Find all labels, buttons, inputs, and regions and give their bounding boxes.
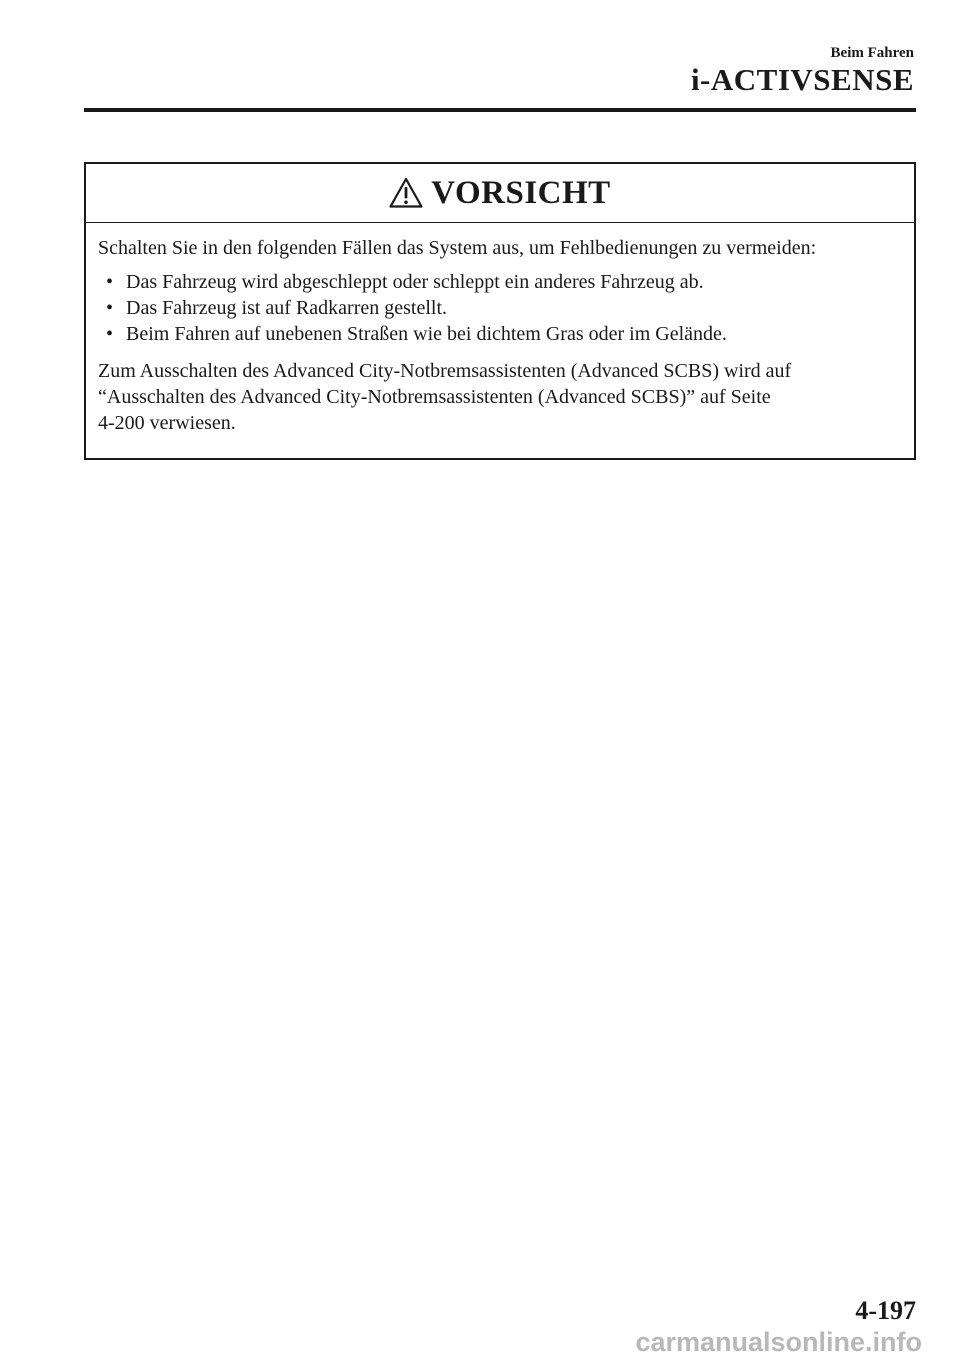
watermark: carmanualsonline.info	[635, 1327, 922, 1357]
warning-triangle-icon	[389, 177, 423, 209]
bullet-dot: •	[106, 271, 114, 293]
caution-title: VORSICHT	[431, 174, 611, 211]
closing-line: Zum Ausschalten des Advanced City-Notbremsassistenten (Advanced SCBS) wird auf	[98, 360, 792, 382]
header-rule	[84, 108, 916, 112]
closing-line: 4-200 verwiesen.	[98, 412, 236, 434]
page-number: 4-197	[855, 1296, 916, 1325]
caution-header	[86, 164, 914, 223]
list-item-text: Beim Fahren auf unebenen Straßen wie bei dichtem Gras oder im Gelände.	[126, 323, 727, 345]
list-item	[98, 295, 902, 321]
caution-box	[84, 162, 916, 460]
caution-body	[86, 223, 914, 436]
chapter-title: i-ACTIVSENSE	[690, 62, 914, 97]
list-item	[98, 269, 902, 295]
caution-closing	[98, 358, 902, 436]
list-item	[98, 321, 902, 347]
list-item-text: Das Fahrzeug ist auf Radkarren gestellt.	[126, 297, 448, 319]
caution-bullet-list	[98, 269, 902, 347]
page-header	[691, 44, 914, 97]
bullet-dot: •	[106, 323, 114, 345]
bullet-dot: •	[106, 297, 114, 319]
caution-intro: Schalten Sie in den folgenden Fällen das System aus, um Fehlbedienungen zu vermeiden:	[98, 237, 817, 259]
section-label: Beim Fahren	[830, 45, 914, 61]
closing-line: “Ausschalten des Advanced City-Notbremsassistenten (Advanced SCBS)” auf Seite	[98, 386, 771, 408]
list-item-text: Das Fahrzeug wird abgeschleppt oder schleppt ein anderes Fahrzeug ab.	[126, 271, 704, 293]
